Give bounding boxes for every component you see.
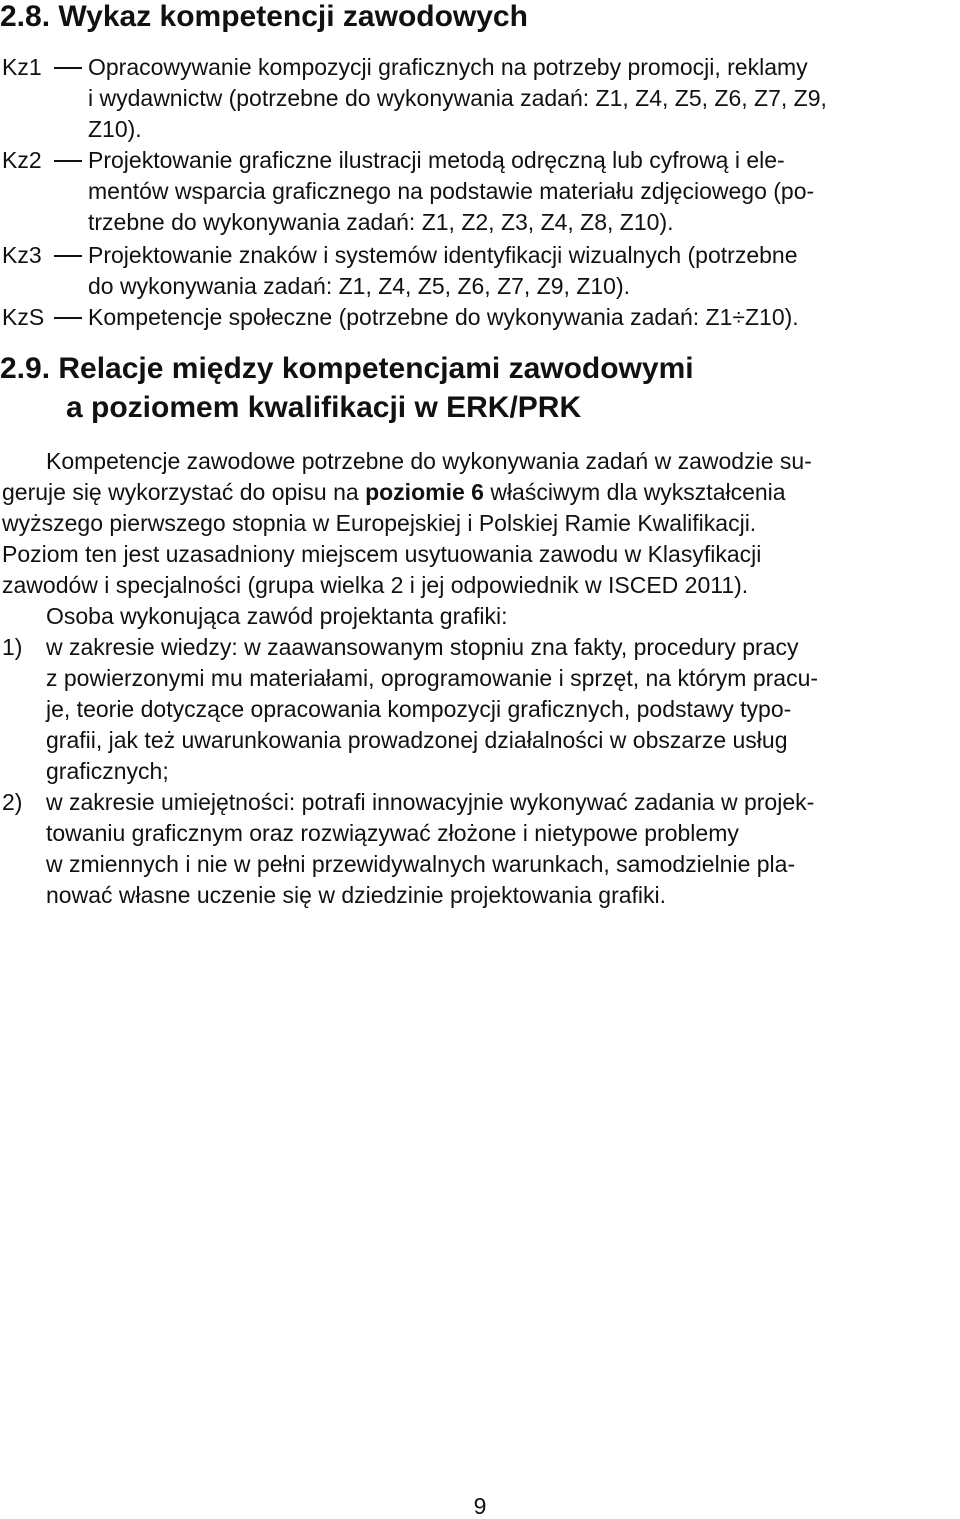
competency-code: Kz3	[2, 242, 42, 268]
section-2-9-heading-line1: 2.9. Relacje między kompetencjami zawodowymi	[0, 352, 694, 385]
competency-text-line: do wykonywania zadań: Z1, Z4, Z5, Z6, Z7, Z9, Z10).	[88, 273, 631, 299]
paragraph-line	[2, 479, 786, 505]
competency-code: Kz1	[2, 54, 42, 80]
paragraph-text: właściwym dla wykształcenia	[483, 479, 786, 505]
competency-code: Kz2	[2, 147, 42, 173]
section-2-8-heading: 2.8. Wykaz kompetencji zawodowych	[0, 0, 528, 33]
dash-separator	[54, 255, 82, 257]
level-highlight: poziomie 6	[365, 479, 484, 505]
paragraph-line: Kompetencje zawodowe potrzebne do wykonywania zadań w zawodzie su-	[46, 448, 812, 474]
list-item-line: w zakresie wiedzy: w zaawansowanym stopniu zna fakty, procedury pracy	[46, 634, 799, 660]
list-item-line: grafii, jak też uwarunkowania prowadzonej działalności w obszarze usług	[46, 727, 788, 753]
list-intro: Osoba wykonująca zawód projektanta grafiki:	[46, 603, 508, 629]
list-item-line: towaniu graficznym oraz rozwiązywać złożone i nietypowe problemy	[46, 820, 739, 846]
list-item-line: w zmiennych i nie w pełni przewidywalnych warunkach, samodzielnie pla-	[46, 851, 796, 877]
competency-text-line: mentów wsparcia graficznego na podstawie materiału zdjęciowego (po-	[88, 178, 815, 204]
list-item-line: nować własne uczenie się w dziedzinie projektowania grafiki.	[46, 882, 667, 908]
dash-separator	[54, 160, 82, 162]
competency-text-line: Z10).	[88, 116, 142, 142]
paragraph-line: Poziom ten jest uzasadniony miejscem usytuowania zawodu w Klasyfikacji	[2, 541, 762, 567]
competency-text-line: i wydawnictw (potrzebne do wykonywania zadań: Z1, Z4, Z5, Z6, Z7, Z9,	[88, 85, 827, 111]
page-number: 9	[473, 1493, 487, 1519]
competency-text-line: Projektowanie graficzne ilustracji metodą odręczną lub cyfrową i ele-	[88, 147, 785, 173]
paragraph-text: geruje się wykorzystać do opisu na	[2, 479, 366, 505]
competency-text-line: Projektowanie znaków i systemów identyfikacji wizualnych (potrzebne	[88, 242, 798, 268]
competency-text-line: trzebne do wykonywania zadań: Z1, Z2, Z3, Z4, Z8, Z10).	[88, 209, 674, 235]
list-marker: 2)	[2, 789, 23, 815]
competency-text-line: Kompetencje społeczne (potrzebne do wykonywania zadań: Z1÷Z10).	[88, 304, 799, 330]
paragraph-line: zawodów i specjalności (grupa wielka 2 i jej odpowiednik w ISCED 2011).	[2, 572, 749, 598]
dash-separator	[54, 67, 82, 69]
competency-code: KzS	[2, 304, 45, 330]
list-item-line: w zakresie umiejętności: potrafi innowacyjnie wykonywać zadania w projek-	[46, 789, 815, 815]
list-marker: 1)	[2, 634, 23, 660]
dash-separator	[54, 317, 82, 319]
section-2-9-heading-line2: a poziomem kwalifikacji w ERK/PRK	[66, 391, 582, 424]
paragraph-line: wyższego pierwszego stopnia w Europejskiej i Polskiej Ramie Kwalifikacji.	[2, 510, 757, 536]
competency-text-line: Opracowywanie kompozycji graficznych na potrzeby promocji, reklamy	[88, 54, 808, 80]
list-item-line: graficznych;	[46, 758, 169, 784]
list-item-line: z powierzonymi mu materiałami, oprogramowanie i sprzęt, na którym pracu-	[46, 665, 819, 691]
list-item-line: je, teorie dotyczące opracowania kompozycji graficznych, podstawy typo-	[46, 696, 792, 722]
